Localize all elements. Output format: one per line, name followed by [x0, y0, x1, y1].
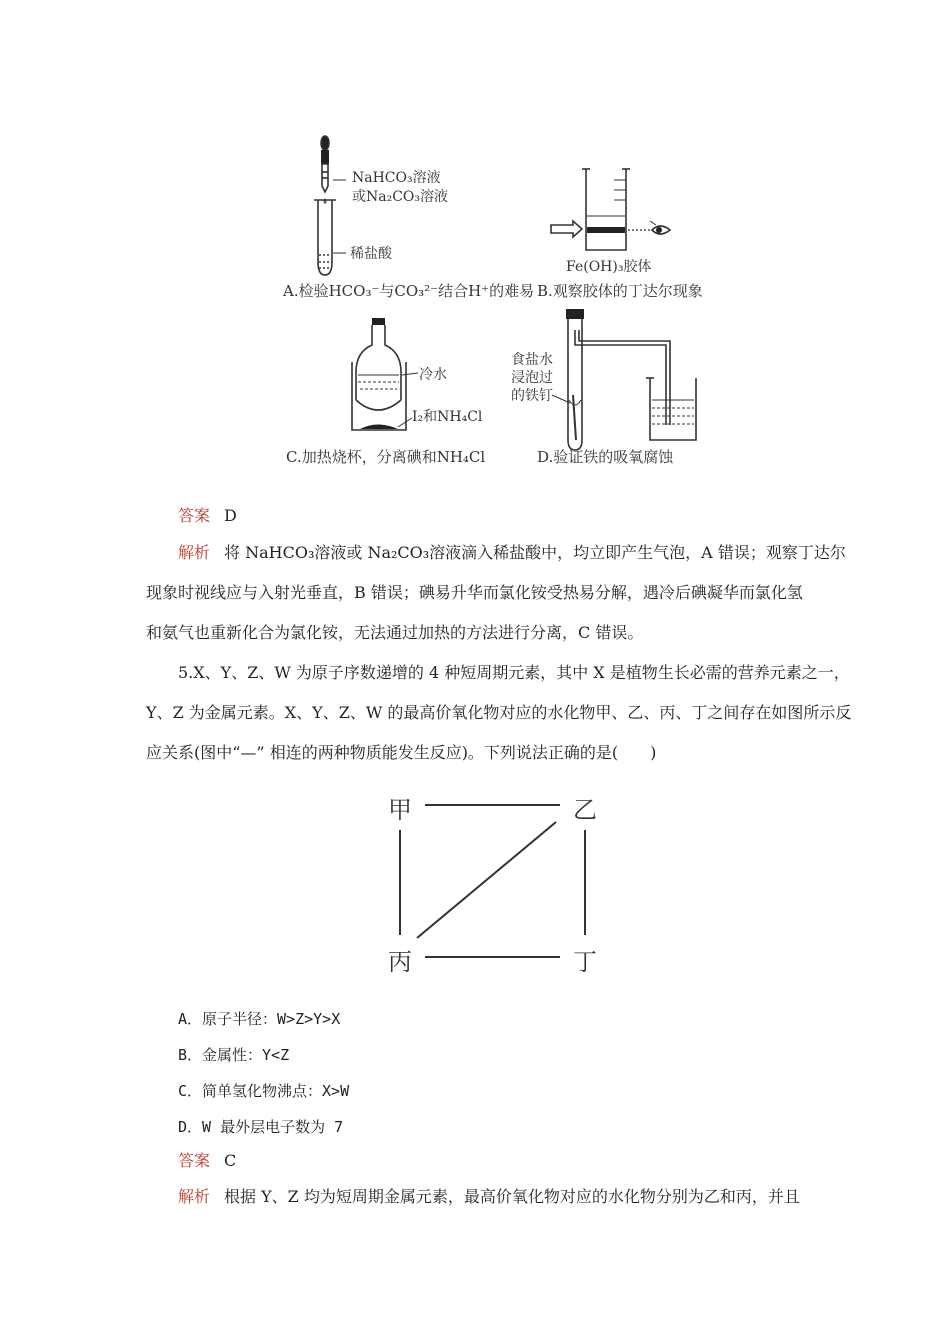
node-yi: 乙	[573, 796, 597, 824]
node-ding: 丁	[573, 948, 597, 976]
q5-analysis-line-1: 解析 根据 Y、Z 均为短周期金属元素，最高价氧化物对应的水化物分别为乙和丙，并且	[178, 1187, 800, 1206]
fig-a-label-reagent-1: NaHCO₃溶液	[352, 170, 441, 186]
reaction-diagram-lines	[400, 805, 585, 957]
q5-stem-line-3: 应关系(图中“—” 相连的两种物质能发生反应)。下列说法正确的是( )	[146, 743, 657, 762]
q5-answer-label: 答案	[178, 1151, 211, 1170]
q5-option-b: B．金属性：Y<Z	[178, 1046, 290, 1064]
fig-a-label-reagent-2: 或Na₂CO₃溶液	[352, 189, 449, 205]
fig-d-label-2: 浸泡过	[511, 370, 553, 386]
fig-b-caption: B.观察胶体的丁达尔现象	[537, 282, 703, 300]
node-jia: 甲	[388, 796, 412, 824]
fig-a-label-acid: 稀盐酸	[350, 246, 392, 262]
node-bing: 丙	[388, 948, 412, 976]
fig-c-label-water: 冷水	[419, 367, 447, 383]
fig-c-caption: C.加热烧杯，分离碘和NH₄Cl	[286, 448, 486, 466]
rusting-setup-drawing	[552, 309, 696, 450]
edge-yi-bing	[417, 822, 556, 938]
fig-b-label: Fe(OH)₃胶体	[566, 259, 652, 275]
q4-analysis-line-2: 现象时视线应与入射光垂直，B 错误；碘易升华而氯化铵受热易分解，遇冷后碘凝华而氯化氢	[146, 583, 803, 602]
q4-answer-line	[178, 506, 237, 526]
fig-c-label-solid: I₂和NH₄Cl	[412, 409, 483, 425]
q4-analysis-label: 解析	[178, 543, 211, 562]
q5-option-a: A．原子半径：W>Z>Y>X	[178, 1010, 341, 1028]
q5-option-d: D．W 最外层电子数为 7	[178, 1118, 344, 1136]
q5-stem-line-2: Y、Z 为金属元素。X、Y、Z、W 的最高价氧化物对应的水化物甲、乙、丙、丁之间存在如图所示反	[146, 703, 852, 722]
q5-answer-line	[178, 1151, 236, 1171]
q5-analysis-label: 解析	[178, 1187, 211, 1206]
fig-d-caption: D.验证铁的吸氧腐蚀	[537, 448, 674, 466]
q4-analysis-line-1: 解析 将 NaHCO₃溶液或 Na₂CO₃溶液滴入稀盐酸中，均立即产生气泡，A 错误；观察丁达尔	[178, 543, 846, 562]
q4-analysis-line-3: 和氨气也重新化合为氯化铵，无法通过加热的方法进行分离，C 错误。	[146, 623, 644, 642]
fig-d-label-3: 的铁钉	[511, 388, 553, 404]
fig-d-label-1: 食盐水	[511, 352, 553, 368]
q5-answer: C	[224, 1151, 237, 1170]
q5-option-c: C．简单氢化物沸点：X>W	[178, 1082, 350, 1100]
dropper-test-tube-drawing	[314, 136, 346, 275]
q4-answer-label: 答案	[178, 506, 211, 525]
q4-answer: D	[224, 506, 237, 525]
fig-a-caption: A.检验HCO₃⁻与CO₃²⁻结合H⁺的难易	[283, 282, 535, 300]
colloid-beaker-drawing	[551, 169, 670, 250]
sublimation-setup-drawing	[352, 318, 418, 430]
q5-stem-line-1: 5.X、Y、Z、W 为原子序数递增的 4 种短周期元素，其中 X 是植物生长必需的营养元素之一，	[178, 663, 850, 682]
